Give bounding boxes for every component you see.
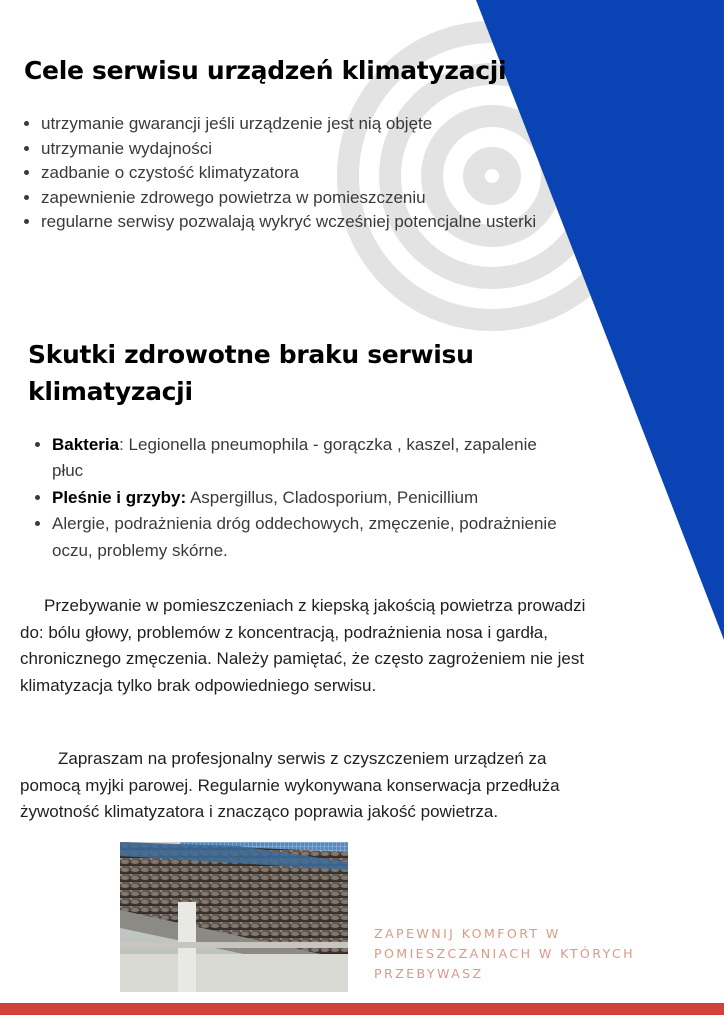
list-item-text: : Legionella pneumophila - gorączka , kaszel, zapalenie płuc bbox=[52, 435, 537, 481]
list-item bbox=[52, 485, 572, 511]
list-item-bold: Bakteria bbox=[52, 435, 120, 454]
tagline: ZAPEWNIJ KOMFORT W POMIESZCZANIACH W KTÓRYCH PRZEBYWASZ bbox=[374, 926, 636, 981]
list-item-bold: Pleśnie i grzyby: bbox=[52, 487, 187, 507]
list-item: • zapewnienie zdrowego powietrza w pomieszczeniu bbox=[41, 186, 581, 211]
paragraph-text: Przebywanie w pomieszczeniach z kiepską jakością powietrza prowadzi do: bólu głowy, problemów z koncentracją, podrażnienia nosa i gardła, chronicznego zmęczenia. Należy pamiętać, że często zagrożeniem nie jest klimatyzacja tylko brak odpowiedniego serwisu. bbox=[20, 596, 586, 695]
section2-title: Skutki zdrowotne braku serwisu klimatyzacji bbox=[28, 340, 474, 406]
list-item: • zadbanie o czystość klimatyzatora bbox=[41, 161, 581, 186]
list-item: • utrzymanie gwarancji jeśli urządzenie jest nią objęte bbox=[41, 112, 581, 137]
paragraph-text: Zapraszam na profesjonalny serwis z czyszczeniem urządzeń za pomocą myjki parowej. Regularnie wykonywana konserwacja przedłuża żywotność klimatyzatora i znacząco poprawia jakość powietrza. bbox=[20, 749, 560, 822]
section1-title: Cele serwisu urządzeń klimatyzacji bbox=[24, 56, 507, 85]
list-item-text: Alergie, podrażnienia dróg oddechowych, zmęczenie, podrażnienie oczu, problemy skórne. bbox=[52, 514, 557, 560]
dirty-ac-unit-photo bbox=[120, 842, 348, 992]
list-item-text: Aspergillus, Cladosporium, Penicillium bbox=[186, 487, 479, 507]
health-effects-list bbox=[30, 432, 572, 564]
footer-red-bar bbox=[0, 1003, 724, 1015]
paragraph-air-quality bbox=[20, 593, 600, 699]
list-item: • regularne serwisy pozwalają wykryć wcześniej potencjalne usterki bbox=[41, 210, 581, 235]
goals-list bbox=[22, 112, 581, 235]
paragraph-service-offer bbox=[20, 746, 600, 826]
list-item bbox=[52, 432, 572, 485]
list-item: • utrzymanie wydajności bbox=[41, 137, 581, 162]
list-item bbox=[52, 511, 572, 564]
